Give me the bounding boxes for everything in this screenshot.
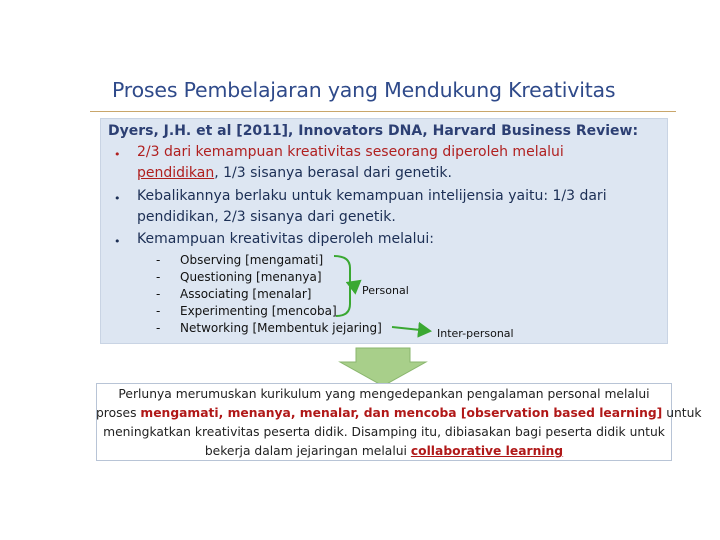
underlined-term: pendidikan	[137, 165, 215, 181]
conclusion-line-2-post: untuk	[662, 406, 702, 420]
interpersonal-arrow	[392, 327, 430, 331]
personal-bracket	[334, 256, 350, 316]
dash-glyph: -	[156, 287, 161, 301]
bullet-glyph: •	[114, 148, 121, 161]
conclusion-line-4	[96, 444, 672, 458]
dash-glyph: -	[156, 270, 161, 284]
dash-glyph: -	[156, 321, 161, 335]
bullet-3-line: Kemampuan kreativitas diperoleh melalui:	[137, 231, 434, 247]
highlight-observation-learning: mengamati, menanya, menalar, dan mencoba [observation based learning]	[140, 406, 663, 420]
subitem-networking: Networking [Membentuk jejaring]	[180, 321, 382, 335]
down-arrow-icon	[340, 348, 426, 386]
subitem-questioning: Questioning [menanya]	[180, 270, 322, 284]
bullet-1-line-1: 2/3 dari kemampuan kreativitas seseorang diperoleh melalui	[137, 144, 564, 160]
subitem-observing: Observing [mengamati]	[180, 253, 324, 267]
conclusion-line-4-pre: bekerja dalam jejaringan melalui	[204, 444, 411, 458]
bullet-2-line-1: Kebalikannya berlaku untuk kemampuan intelijensia yaitu: 1/3 dari	[137, 188, 607, 204]
dash-glyph: -	[156, 253, 161, 267]
label-personal: Personal	[362, 284, 409, 297]
bullet-2-line-2: pendidikan, 2/3 sisanya dari genetik.	[137, 209, 396, 225]
subitem-experimenting: Experimenting [mencoba]	[180, 304, 337, 318]
conclusion-line-3: meningkatkan kreativitas peserta didik. Disamping itu, dibiasakan bagi peserta didik untuk	[103, 425, 665, 439]
subitem-associating: Associating [menalar]	[180, 287, 312, 301]
personal-arrow	[351, 281, 360, 288]
bullet-glyph: •	[114, 235, 121, 248]
bullet-glyph: •	[114, 192, 121, 205]
page-title: Proses Pembelajaran yang Mendukung Kreativitas	[112, 78, 616, 102]
conclusion-line-2	[96, 406, 702, 420]
conclusion-line-2-pre: proses	[96, 406, 141, 420]
bullet-1-line-2-rest: , 1/3 sisanya berasal dari genetik.	[214, 165, 452, 181]
source-citation: Dyers, J.H. et al [2011], Innovators DNA, Harvard Business Review:	[108, 123, 639, 139]
dash-glyph: -	[156, 304, 161, 318]
highlight-collaborative-learning: collaborative learning	[410, 444, 564, 458]
conclusion-line-1: Perlunya merumuskan kurikulum yang mengedepankan pengalaman personal melalui	[118, 387, 650, 401]
label-interpersonal: Inter-personal	[437, 327, 514, 340]
